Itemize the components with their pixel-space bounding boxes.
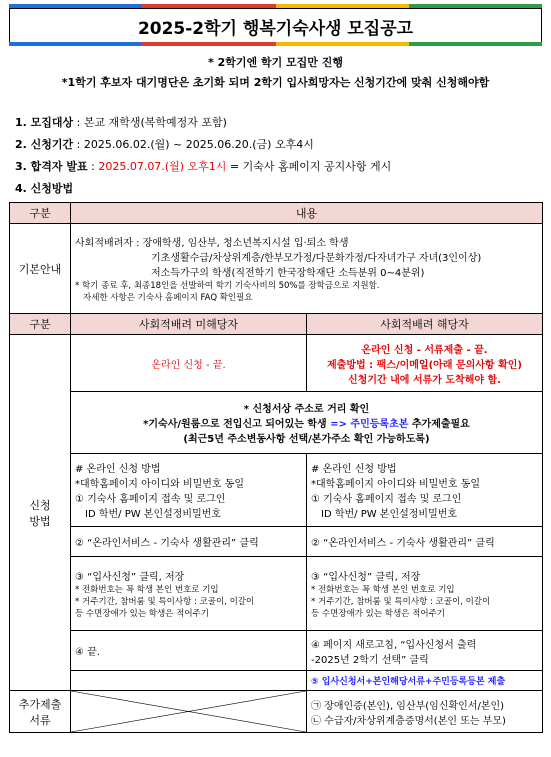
eligible-line: 신청기간 내에 서류가 도착해야 함.: [348, 374, 501, 386]
eligible-line: 온라인 신청 - 서류제출 - 끝.: [361, 344, 488, 356]
step2-right: ② “온라인서비스 - 기숙사 생활관리” 클릭: [307, 527, 543, 557]
basic-line: 자세한 사항은 기숙사 홈페이지 FAQ 확인필요: [83, 293, 253, 303]
step-line: -2025년 2학기 선택” 클릭: [311, 654, 429, 666]
step1-right: [307, 454, 543, 527]
item-target-label: 1. 모집대상: [15, 116, 74, 129]
header-category: 구분: [10, 203, 71, 224]
step1-left: [71, 454, 307, 527]
address-line: * 신청서상 주소로 거리 확인: [243, 404, 370, 415]
step-line: ID 학번/ PW 본인설정비밀번호: [85, 509, 222, 520]
step-line: ③ “입사신청” 클릭, 저장: [75, 572, 185, 583]
extra-doc-item: ㉡ 수급자/차상위계층증명서(본인 또는 부모): [311, 715, 506, 727]
step5-left-empty: [71, 671, 307, 691]
step-line: * 전화번호는 꼭 학생 본인 번호로 기입: [75, 585, 219, 595]
address-line: (최근5년 주소변동사항 선택/본가주소 확인 가능하도록): [183, 434, 430, 445]
step-line: ID 학번/ PW 본인설정비밀번호: [321, 509, 458, 520]
info-table: [9, 202, 543, 733]
step-line: * 전화번호는 꼭 학생 본인 번호로 기입: [311, 585, 455, 595]
item-target: [15, 114, 227, 130]
address-notice: [71, 392, 543, 454]
notice-semester: * 2학기엔 학기 모집만 진행: [208, 56, 343, 69]
extra-docs-list: [307, 691, 543, 733]
step4-left: ④ 끝.: [71, 631, 307, 671]
basic-label: 기본안내: [10, 224, 71, 314]
extra-docs-empty-cell: [71, 691, 307, 733]
address-line: [75, 415, 538, 430]
step-line: ① 기숙사 홈페이지 접속 및 로그인: [75, 494, 226, 505]
step-line: # 온라인 신청 방법: [75, 464, 161, 475]
basic-line: 기초생활수급/차상위계층/한부모가정/다문화가정/다자녀가구 자녀(3인이상): [151, 253, 482, 264]
item-result-sep: :: [87, 160, 99, 173]
item-result-label: 3. 합격자 발표: [15, 160, 88, 173]
step-line: 등 수면장애가 있는 학생은 적어주기: [311, 609, 445, 619]
stripe-red: [142, 42, 275, 46]
item-result: [15, 158, 391, 174]
item-period: [15, 136, 314, 152]
step-line: * 거주기간, 참버룸 및 특이사항 : 코골이, 이갈이: [75, 597, 255, 607]
step-line: *대학홈페이지 아이디와 비밀번호 동일: [75, 479, 245, 490]
stripe-green: [409, 42, 542, 46]
step2-left: ② “온라인서비스 - 기숙사 생활관리” 클릭: [71, 527, 307, 557]
item-target-value: : 본교 재학생(복학예정자 포함): [73, 116, 227, 129]
title-stripe-bottom: [9, 42, 542, 46]
step-line: ① 기숙사 홈페이지 접속 및 로그인: [311, 494, 462, 505]
address-text: 추가제출필요: [408, 419, 470, 430]
step-line: 등 수면장애가 있는 학생은 적어주기: [75, 609, 209, 619]
step-line: * 거주기간, 참버룸 및 특이사항 : 코골이, 이갈이: [311, 597, 491, 607]
item-method: 4. 신청방법: [15, 182, 74, 195]
basic-line: 저소득가구의 학생(직전학기 한국장학재단 소득분위 0~4분위): [151, 268, 425, 279]
item-period-label: 2. 신청기간: [15, 138, 74, 151]
stripe-blue: [9, 42, 142, 46]
diagonal-cross: [71, 691, 306, 732]
step-line: ③ “입사신청” 클릭, 저장: [311, 572, 421, 583]
header-eligible: 사회적배려 해당자: [307, 314, 543, 335]
step4-right: [307, 631, 543, 671]
notice-waitlist: *1학기 후보자 대기명단은 초기화 되며 2학기 입사희망자는 신청기간에 맞춰 신청해야함: [61, 76, 490, 89]
header-content: 내용: [71, 203, 543, 224]
item-period-value: : 2025.06.02.(월) ~ 2025.06.20.(금) 오후4시: [73, 138, 314, 151]
header-non-eligible: 사회적배려 미해당자: [71, 314, 307, 335]
item-result-date: 2025.07.07.(월) 오후1시: [98, 160, 227, 173]
eligible-text: [307, 335, 543, 392]
stripe-yellow: [276, 42, 409, 46]
eligible-line: 제출방법 : 팩스/이메일(아래 문의사항 확인): [327, 359, 522, 371]
extra-doc-item: ㉠ 장애인증(본인), 임산부(임신확인서/본인): [311, 700, 505, 712]
step-line: ④ 페이지 새로고침, “입사신청서 출력: [311, 639, 477, 651]
extra-docs-label: 추가제출 서류: [10, 691, 71, 733]
address-highlight: => 주민등록초본: [330, 419, 409, 430]
apply-label: 신청 방법: [10, 335, 71, 691]
basic-line: 사회적배려자 : 장애학생, 임산부, 청소년복지시설 입·퇴소 학생: [75, 238, 349, 249]
step3-right: [307, 557, 543, 631]
address-text: *기숙사/원룸으로 전입신고 되어있는 학생: [143, 419, 331, 430]
step5-right: ⑤ 입사신청서+본인해당서류+주민등록등본 제출: [307, 671, 543, 691]
step-line: # 온라인 신청 방법: [311, 464, 397, 475]
basic-line: * 학기 종료 후, 최종18인을 선발하여 학기 기숙사비의 50%를 장학금으로 지원함.: [75, 281, 380, 291]
non-eligible-text: 온라인 신청 - 끝.: [71, 335, 307, 392]
header-category-2: 구분: [10, 314, 71, 335]
item-result-rest: = 기숙사 홈페이지 공지사항 게시: [226, 160, 392, 173]
step-line: *대학홈페이지 아이디와 비밀번호 동일: [311, 479, 481, 490]
basic-content: [71, 224, 543, 314]
step3-left: [71, 557, 307, 631]
page-title: 2025-2학기 행복기숙사생 모집공고: [9, 8, 542, 44]
